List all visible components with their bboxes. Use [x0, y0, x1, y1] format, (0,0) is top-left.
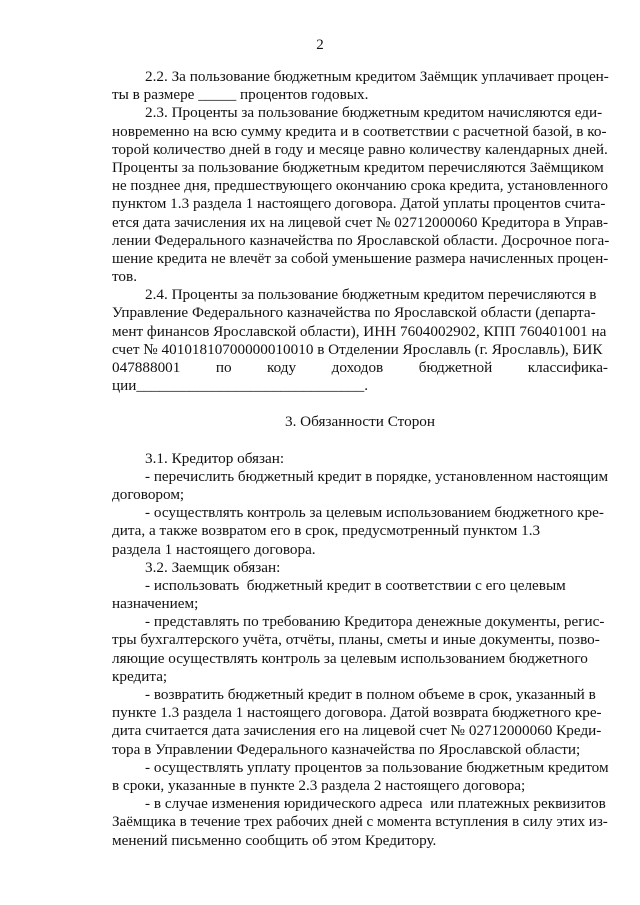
- text-line: новременно на всю сумму кредита и в соответствии с расчетной базой, в ко-: [112, 122, 607, 140]
- text-line: - использовать бюджетный кредит в соответствии с его целевым: [145, 576, 566, 594]
- text-line: ется дата зачисления их на лицевой счет № 02712000060 Кредитора в Управ-: [112, 214, 609, 231]
- text-line: раздела 1 настоящего договора.: [112, 540, 316, 558]
- text-line: 2.2. За пользование бюджетным кредитом Заёмщик уплачивает процен-: [145, 68, 609, 85]
- text-line: шение кредита не влечёт за собой уменьшение размера начисленных процен-: [112, 250, 609, 267]
- text-line: - осуществлять уплату процентов за пользование бюджетным кредитом: [145, 758, 609, 776]
- word: бюджетной: [418, 359, 493, 376]
- text-line: тора в Управлении Федерального казначейства по Ярославской области;: [112, 740, 581, 758]
- text-line: торой количество дней в году и месяце равно количеству календарных дней.: [112, 140, 608, 158]
- text-line: лении Федерального казначейства по Ярославской области. Досрочное пога-: [112, 231, 610, 249]
- text-line: Заёмщика в течение трех рабочих дней с момента вступления в силу этих из-: [112, 814, 608, 831]
- text-line: менений письменно сообщить об этом Кредитору.: [112, 831, 437, 849]
- text-line: дита считается дата зачисления его на лицевой счет № 02712000060 Креди-: [112, 722, 602, 740]
- text-line: пунктом 1.3 раздела 1 настоящего договора. Датой уплаты процентов счита-: [112, 195, 606, 213]
- text-line: дита, а также возвратом его в срок, предусмотренный пунктом 1.3: [112, 522, 541, 540]
- text-line: мент финансов Ярославской области), ИНН 7604002902, КПП 760401001 на: [112, 322, 607, 340]
- text-line: тов.: [112, 268, 137, 286]
- spacer: [112, 395, 608, 413]
- text-line: ляющие осуществлять контроль за целевым использованием бюджетного: [112, 649, 588, 667]
- word: по: [215, 359, 232, 376]
- text-line: - возвратить бюджетный кредит в полном объеме в срок, указанный в: [145, 686, 596, 703]
- section-heading: 3. Обязанности Сторон: [284, 413, 436, 431]
- text-line: Проценты за пользование бюджетным кредитом перечисляются Заёмщиком: [112, 158, 604, 176]
- text-line: ции______________________________.: [112, 377, 368, 395]
- text-line: - в случае изменения юридического адреса или платежных реквизитов: [145, 795, 606, 813]
- word: доходов: [331, 359, 384, 376]
- text-line: не позднее дня, предшествующего окончанию срока кредита, установленного: [112, 178, 608, 195]
- text-line: - осуществлять контроль за целевым использованием бюджетного кре-: [145, 504, 604, 522]
- text-line: - представлять по требованию Кредитора денежные документы, регис-: [145, 613, 605, 631]
- text-line: назначением;: [112, 595, 199, 613]
- word: коду: [267, 359, 297, 376]
- text-line: 2.4. Проценты за пользование бюджетным кредитом перечисляются в: [145, 286, 597, 304]
- document-body: [112, 68, 608, 850]
- text-line: тры бухгалтерского учёта, отчёты, планы, сметы и иные документы, позво-: [112, 631, 600, 649]
- text-line: 2.3. Проценты за пользование бюджетным кредитом начисляются еди-: [145, 104, 603, 122]
- text-line: в сроки, указанные в пункте 2.3 раздела 2 настоящего договора;: [112, 776, 526, 794]
- word: классифика-: [527, 359, 608, 376]
- text-line: счет № 40101810700000010010 в Отделении Ярославль (г. Ярославль), БИК: [112, 340, 603, 358]
- text-line: 3.1. Кредитор обязан:: [145, 449, 285, 467]
- text-line: 3.2. Заемщик обязан:: [145, 558, 281, 576]
- spacer: [112, 432, 608, 450]
- text-line: ты в размере _____ процентов годовых.: [112, 86, 369, 104]
- text-line: - перечислить бюджетный кредит в порядке, установленном настоящим: [145, 468, 609, 485]
- page-number: 2: [316, 37, 324, 53]
- word: 047888001: [112, 359, 181, 376]
- text-line: кредита;: [112, 667, 168, 685]
- text-line: Управление Федерального казначейства по Ярославской области (департа-: [112, 304, 596, 322]
- text-line: договором;: [112, 485, 185, 503]
- text-line-justified: [112, 359, 608, 377]
- text-line: пункте 1.3 раздела 1 настоящего договора. Датой возврата бюджетного кре-: [112, 704, 602, 722]
